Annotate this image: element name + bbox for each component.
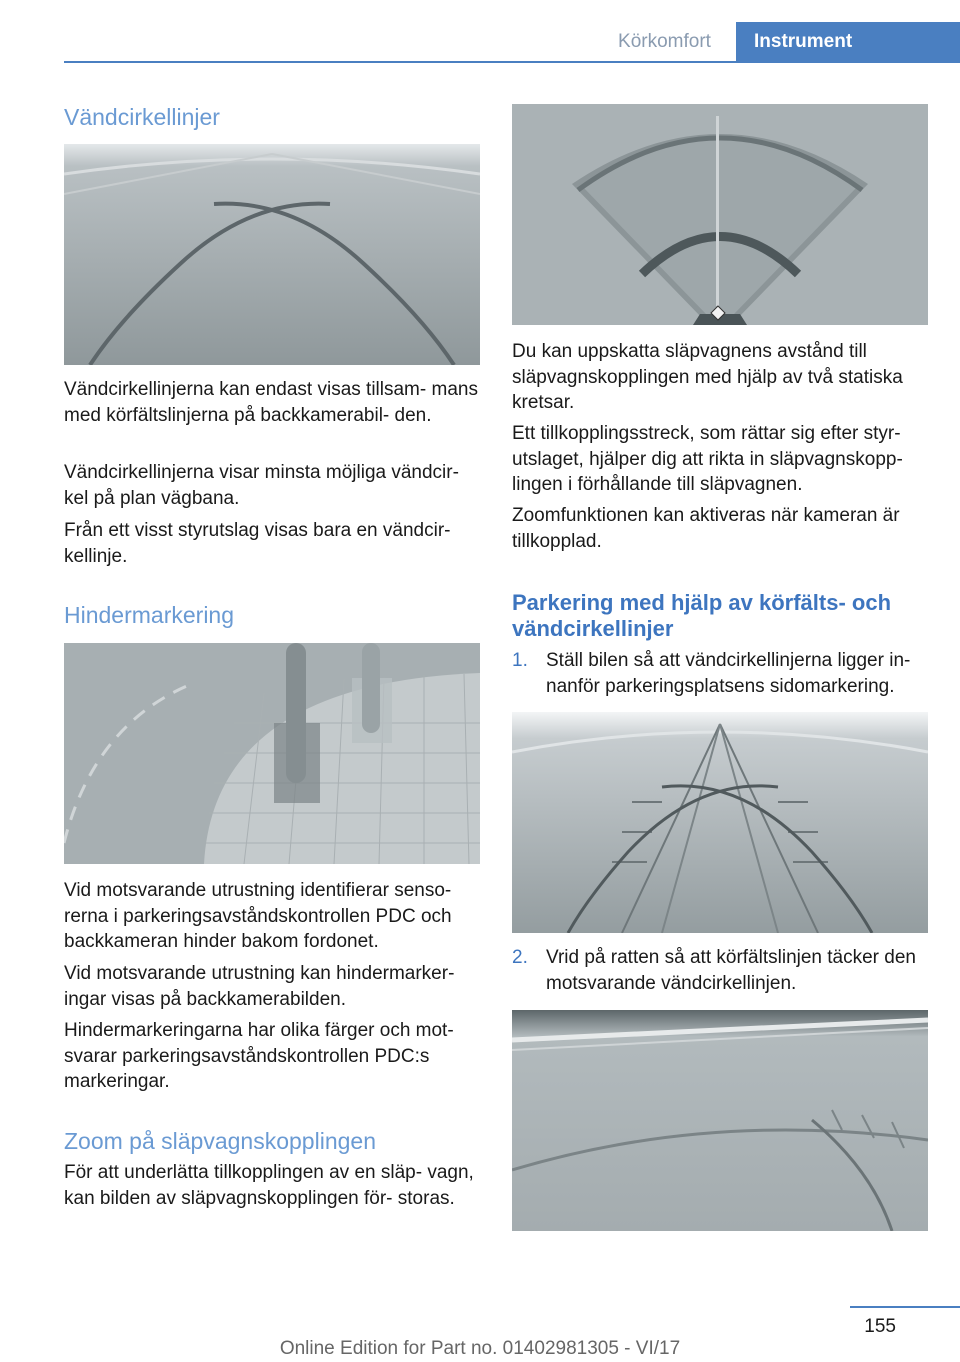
step-text: Vrid på ratten så att körfältslinjen täcker den motsvarande vändcirkellinjen. (546, 947, 916, 994)
paragraph: Vändcirkellinjerna kan endast visas tillsam‐ mans med körfältslinjerna på backkamerabil‐ den. (64, 379, 478, 426)
tab-korkomfort[interactable]: Körkomfort (593, 22, 736, 62)
footer-rule (850, 1306, 960, 1308)
header-tabs (0, 22, 960, 62)
step-number: 1. (512, 650, 528, 671)
paragraph: För att underlätta tillkopplingen av en släp‐ vagn, kan bilden av släpvagnskopplingen för‐ storas. (64, 1162, 474, 1209)
header-rule (64, 61, 960, 63)
tab-instrument[interactable]: Instrument (736, 22, 960, 62)
paragraph: Vid motsvarande utrustning identifierar senso‐ rerna i parkeringsavståndskontrollen PDC och backkameran hinder bakom fordonet. (64, 880, 452, 952)
image-obstacle-markers (64, 643, 480, 864)
paragraph: Hindermarkeringarna har olika färger och mot‐ svarar parkeringsavståndskontrollen PDC:s markeringar. (64, 1020, 454, 1092)
heading-hindermarkering: Hindermarkering (64, 602, 235, 628)
page-number: 155 (864, 1316, 896, 1337)
image-trailer-hitch-zoom (512, 104, 928, 325)
paragraph: Ett tillkopplingsstreck, som rättar sig efter styr‐ utslaget, hjälper dig att rikta in släpvagnskopp‐ lingen i förhållande till släpvagnen. (512, 423, 903, 495)
paragraph: Zoomfunktionen kan aktiveras när kameran är tillkopplad. (512, 505, 900, 552)
paragraph: Du kan uppskatta släpvagnens avstånd till släpvagnskopplingen med hjälp av två statiska kretsar. (512, 341, 903, 413)
step-number: 2. (512, 947, 528, 968)
step-text: Ställ bilen så att vändcirkellinjerna ligger in‐ nanför parkeringsplatsens sidomarkering. (546, 650, 911, 697)
paragraph: Vändcirkellinjerna visar minsta möjliga vändcir‐ kel på plan vägbana. (64, 462, 459, 509)
heading-zoom-slapvagnskopplingen: Zoom på släpvagnskopplingen (64, 1128, 376, 1154)
heading-parkering: Parkering med hjälp av körfälts- och vändcirkellinjer (512, 590, 892, 641)
paragraph: Från ett visst styrutslag visas bara en vändcir‐ kellinje. (64, 520, 451, 567)
heading-vandcirkellinjer: Vändcirkellinjer (64, 104, 220, 130)
footer-edition: Online Edition for Part no. 01402981305 - VI/17 (279, 1338, 681, 1359)
image-steering-alignment (512, 1010, 928, 1231)
paragraph: Vid motsvarande utrustning kan hindermarker‐ ingar visas på backkamerabilden. (64, 963, 455, 1010)
image-parking-lines (512, 712, 928, 933)
image-turning-circle-lines (64, 144, 480, 365)
